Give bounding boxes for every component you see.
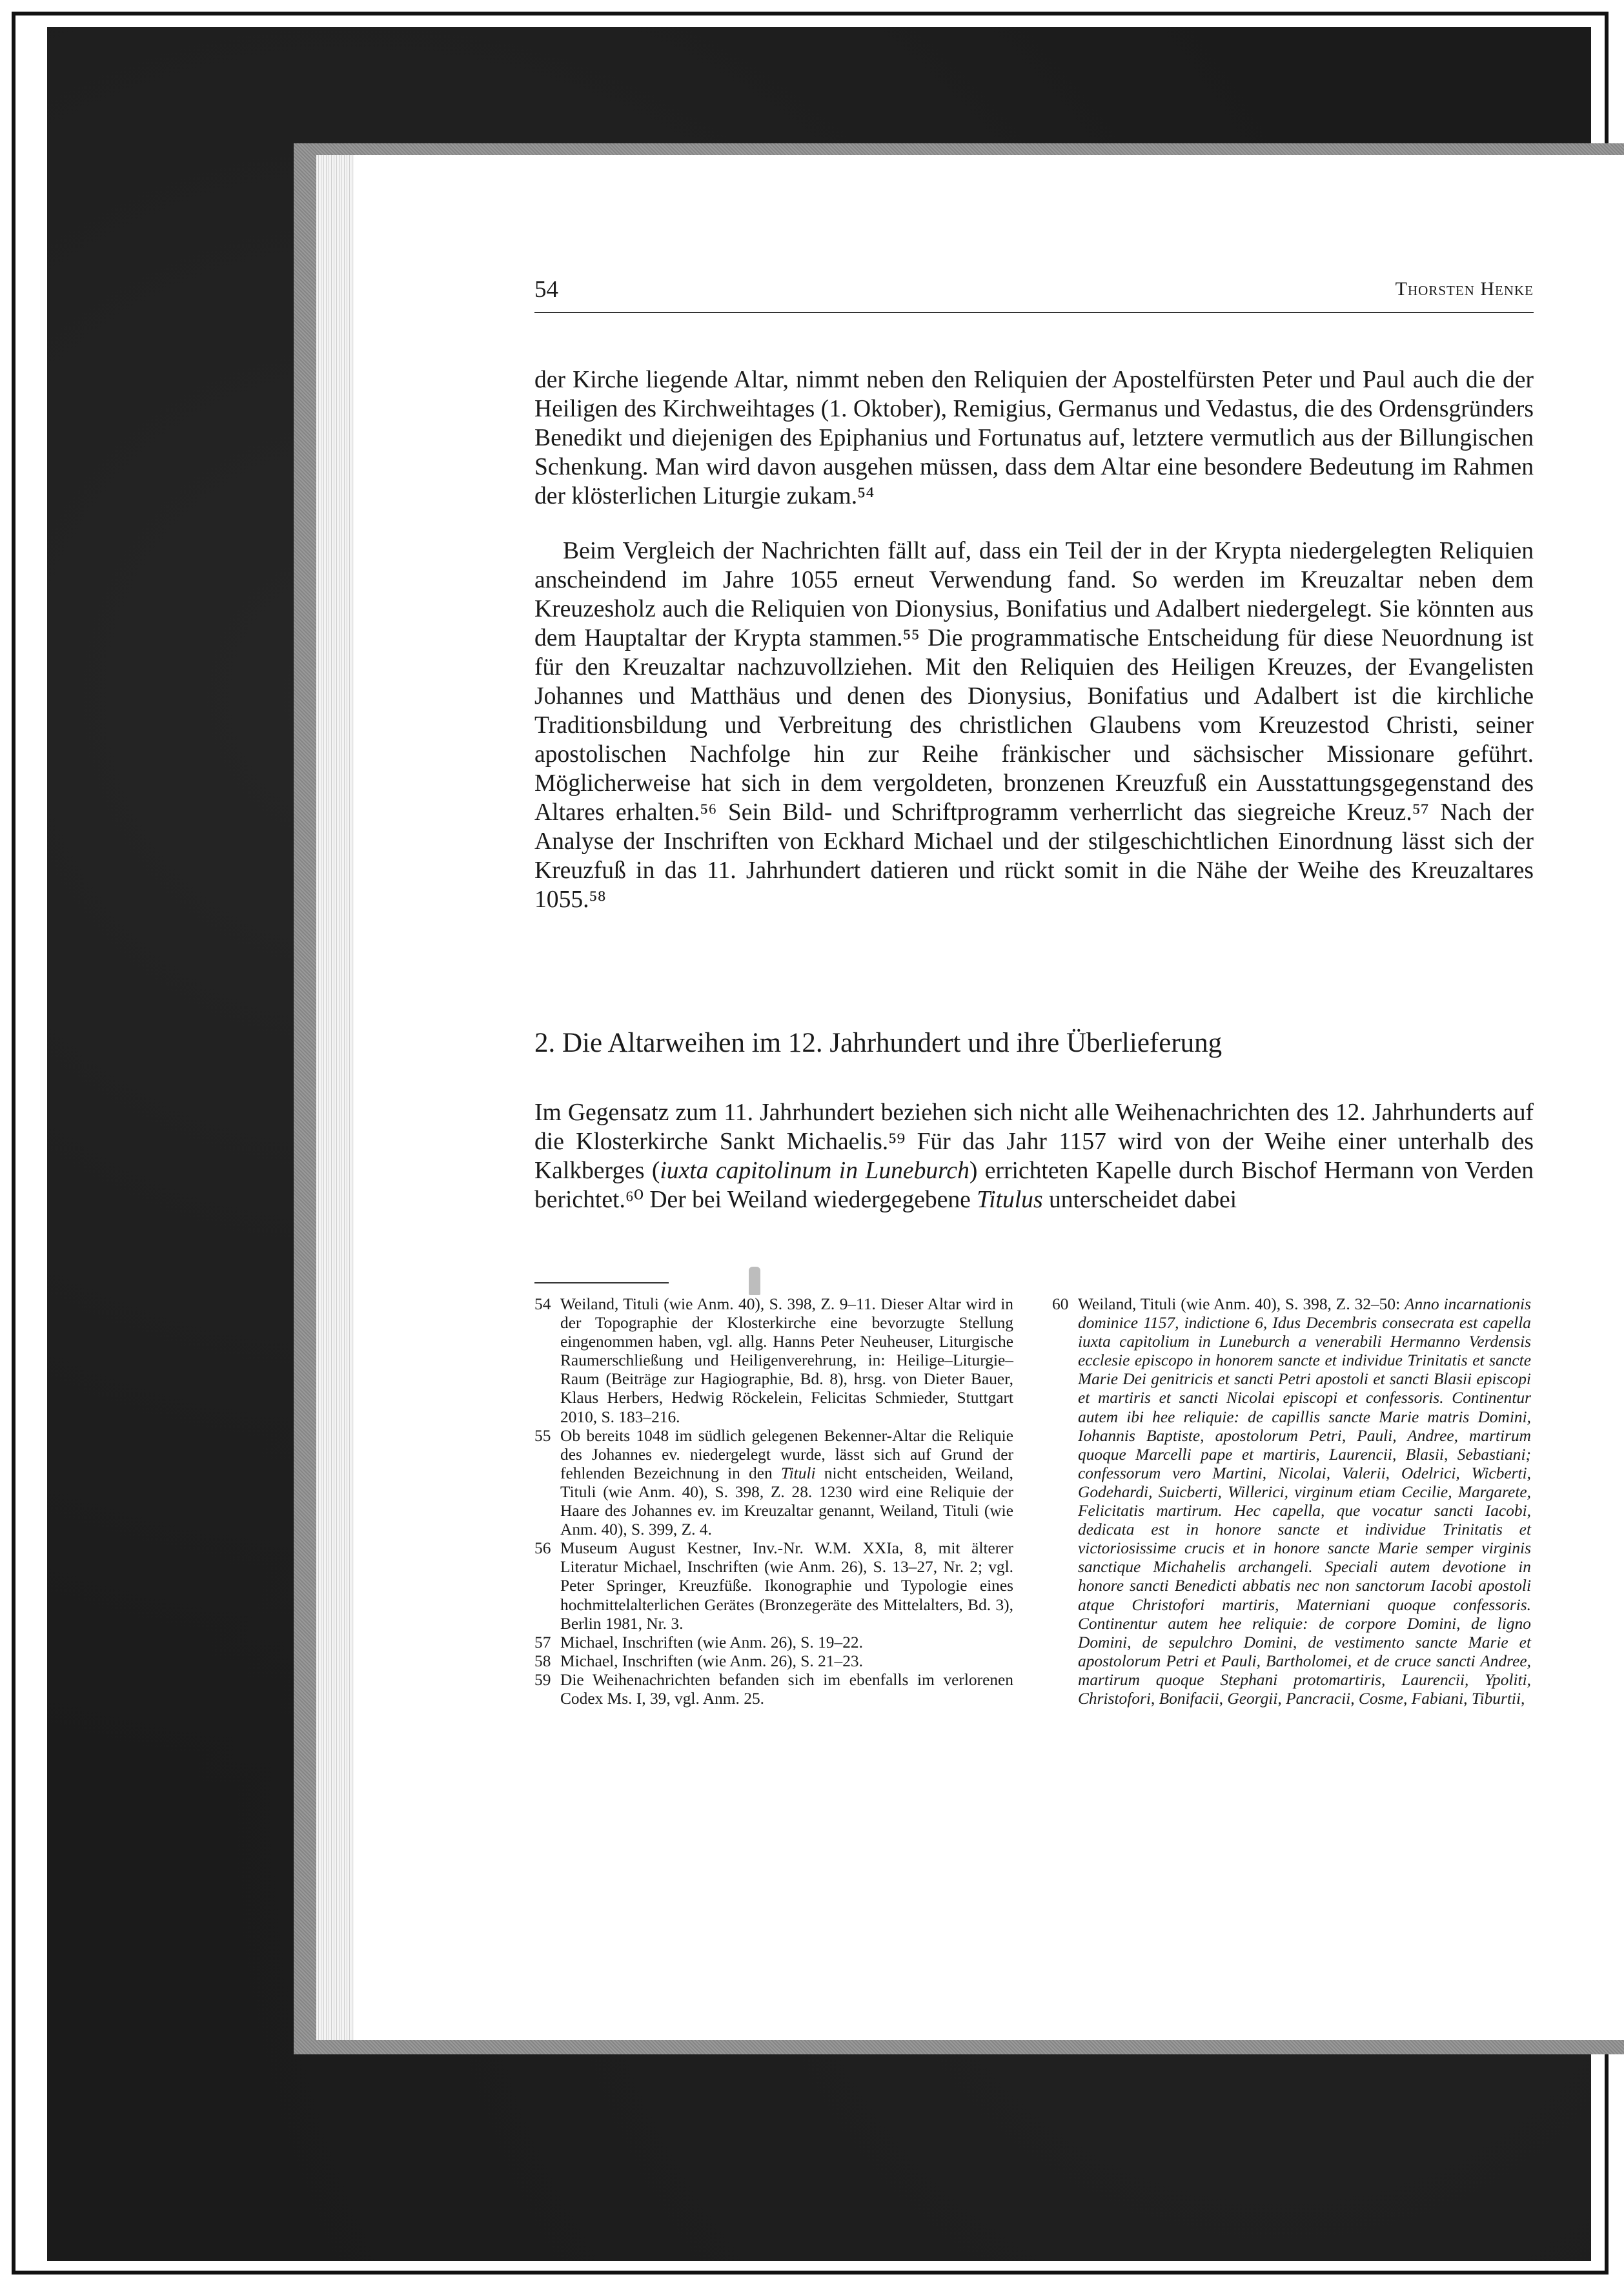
footnote-number: 59 (534, 1670, 551, 1689)
footnote-text: Die Weihenachrichten befanden sich im ebenfalls im verlorenen Codex Ms. I, 39, vgl. Anm. 25. (560, 1670, 1013, 1708)
footnote-text: Museum August Kestner, Inv.-Nr. W.M. XXIa, 8, mit älterer Literatur Michael, Inschriften (wie Anm. 26), S. 13–27, Nr. 2; vgl. Peter Springer, Kreuzfüße. Ikonographie und Typologie eines hochmittelalterlichen Gerätes (Bronzegeräte des Mittelalters, Bd. 3), Berlin 1981, Nr. 3. (560, 1539, 1013, 1633)
footnote-text-b: nicht entscheiden, Weiland, Tituli (wie Anm. 40), S. 398, Z. 28. 1230 wird eine Reliquie der Haare des Johannes ev. im Kreuzaltar genannt, Weiland, Tituli (wie Anm. 40), S. 399, Z. 4. (560, 1464, 1013, 1539)
page-header (534, 273, 1534, 313)
footnote-text-italic: Anno incarnationis dominice 1157, indictione 6, Idus Decembris consecrata est capella iuxta capitolium in Luneburch a venerabili Hermanno Verdensis ecclesie episcopo in honorem sancte et individue Trinitatis et sancte Marie Dei genitricis et sancti Petri apostoli et sancti Blasii episcopi et martiris et sancti Nicolai episcopi et confessoris. Continentur autem ibi hee reliquie: de capillis sancte Marie matris Domini, Iohannis Baptiste, apostolorum Petri, Pauli, Andree, martirum quoque Marcelli pape et martiris, Laurencii, Blasii, Sebastiani; confessorum vero Martini, Nicolai, Valerii, Odelrici, Wicberti, Godehardi, Suicberti, Willerici, virginum etiam Cecilie, Margarete, Felicitatis martirum. Hec capella, que vocatur sancti Iacobi, dedicata est in honore sancte et individue Trinitatis et victoriosissime crucis et in honore sancte Marie semper virginis sanctique Michahelis archangeli. Speciali autem devotione in honore sancti Benedicti abbatis nec non sanctorum Iacobi apostoli atque Christofori martiris, Materniani quoque confessoris. Continentur autem hee reliquie: de corpore Domini, de ligno Domini, de sepulchro Domini, de vestimento sancte Marie et apostolorum Petri et Pauli, Bartholomei, et de cruce sancti Andree, martirum quoque Stephani protomartiris, Laurencii, Ypoliti, Christofori, Bonifacii, Georgii, Pancracii, Cosme, Fabiani, Tiburtii, (1078, 1295, 1531, 1708)
footnote-56 (534, 1539, 1013, 1633)
footnote-59 (534, 1671, 1013, 1708)
footnote-text: Michael, Inschriften (wie Anm. 26), S. 21–23. (560, 1651, 863, 1670)
section-heading: 2. Die Altarweihen im 12. Jahrhundert und ihre Überlieferung (534, 1028, 1223, 1058)
footnote-54 (534, 1295, 1013, 1427)
footnote-number: 55 (534, 1426, 551, 1445)
footnote-text: Michael, Inschriften (wie Anm. 26), S. 19–22. (560, 1633, 863, 1651)
paragraph-3-italic-1: iuxta capitolinum in Luneburch (660, 1158, 969, 1184)
footnote-rule (534, 1282, 669, 1283)
footnote-55 (534, 1427, 1013, 1540)
footnotes-left-column (534, 1295, 1013, 1708)
footnote-number: 56 (534, 1539, 551, 1558)
footnote-58 (534, 1652, 1013, 1671)
footnote-text-a: Ob bereits 1048 im südlich gelegenen Bekenner-Altar die Reliquie des Johannes ev. niedergelegt wurde, lässt sich auf Grund der fehlenden Bezeichnung in den (560, 1426, 1013, 1482)
paragraph-3-part-b: ) errichteten Kapelle durch Bischof Hermann von Verden berichtet.⁶⁰ Der bei Weiland wiedergegebene (534, 1158, 1534, 1213)
running-head: Thorsten Henke (1395, 278, 1534, 300)
footnote-text (560, 1427, 1013, 1539)
page-number: 54 (534, 276, 558, 303)
footnote-number: 60 (1052, 1295, 1069, 1313)
stamp-mark (749, 1267, 760, 1295)
footnote-text: Weiland, Tituli (wie Anm. 40), S. 398, Z. 9–11. Dieser Altar wird in der Topographie der Klosterkirche eine bevorzugte Stellung eingenommen haben, vgl. allg. Hanns Peter Neuheuser, Liturgische Raumerschließung und Heiligenverehrung, in: Heilige–Liturgie–Raum (Beiträge zur Hagiographie, Bd. 8), hrsg. von Dieter Bauer, Klaus Herbers, Hedwig Röckelein, Felicitas Schmieder, Stuttgart 2010, S. 183–216. (560, 1295, 1013, 1426)
footnote-60 (1052, 1295, 1531, 1708)
paragraph-3-part-a: Im Gegensatz zum 11. Jahrhundert beziehen sich nicht alle Weihenachrichten des 12. Jahrhunderts auf die Klosterkirche Sankt Michaelis.⁵⁹ Für das Jahr 1157 wird von der Weihe einer unterhalb des Kalkberges ( (534, 1099, 1534, 1184)
paragraph-1: der Kirche liegende Altar, nimmt neben den Reliquien der Apostelfürsten Peter und Paul auch die der Heiligen des Kirchweihtages (1. Oktober), Remigius, Germanus und Vedastus, die des Ordensgründers Benedikt und diejenigen des Epiphanius und Fortunatus auf, letztere vermutlich aus der Billungischen Schenkung. Man wird davon ausgehen müssen, dass dem Altar eine besondere Bedeutung im Rahmen der klösterlichen Liturgie zukam.⁵⁴ (534, 367, 1534, 509)
footnote-text-a: Weiland, Tituli (wie Anm. 40), S. 398, Z. 32–50: (1078, 1295, 1405, 1313)
footnote-text (1078, 1295, 1531, 1708)
page-edges (316, 155, 354, 2040)
footnote-number: 54 (534, 1295, 551, 1313)
paragraph-3-part-c: unterscheidet dabei (1042, 1187, 1237, 1213)
footnote-number: 57 (534, 1633, 551, 1651)
footnote-number: 58 (534, 1651, 551, 1670)
footnotes-right-column (1052, 1295, 1531, 1708)
paragraph-3 (534, 1098, 1534, 1214)
footnote-text-italic: Tituli (780, 1464, 816, 1482)
footnote-57 (534, 1633, 1013, 1652)
paragraph-3-italic-2: Titulus (977, 1187, 1043, 1213)
paragraph-2: Beim Vergleich der Nachrichten fällt auf, dass ein Teil der in der Krypta niedergelegten Reliquien anscheindend im Jahre 1055 erneut Verwendung fand. So werden im Kreuzaltar neben dem Kreuzesholz auch die Reliquien von Dionysius, Bonifatius und Adalbert niedergelegt. Sie könnten aus dem Hauptaltar der Krypta stammen.⁵⁵ Die programmatische Entscheidung für diese Neuordnung ist für den Kreuzaltar nachzuvollziehen. Mit den Reliquien des Heiligen Kreuzes, der Evangelisten Johannes und Matthäus und denen des Dionysius, Bonifatius und Adalbert ist die kirchliche Traditionsbildung und Verbreitung des christlichen Glaubens vom Kreuzestod Christi, seiner apostolischen Nachfolge hin zur Reihe fränkischer und sächsischer Missionare geführt. Möglicherweise hat sich in dem vergoldeten, bronzenen Kreuzfuß ein Ausstattungsgegenstand des Altares erhalten.⁵⁶ Sein Bild- und Schriftprogramm verherrlicht das siegreiche Kreuz.⁵⁷ Nach der Analyse der Inschriften von Eckhard Michael und der stilgeschichtlichen Einordnung lässt sich der Kreuzfuß in das 11. Jahrhundert datieren und rückt somit in die Nähe der Weihe des Kreuzaltares 1055.⁵⁸ (534, 538, 1534, 913)
